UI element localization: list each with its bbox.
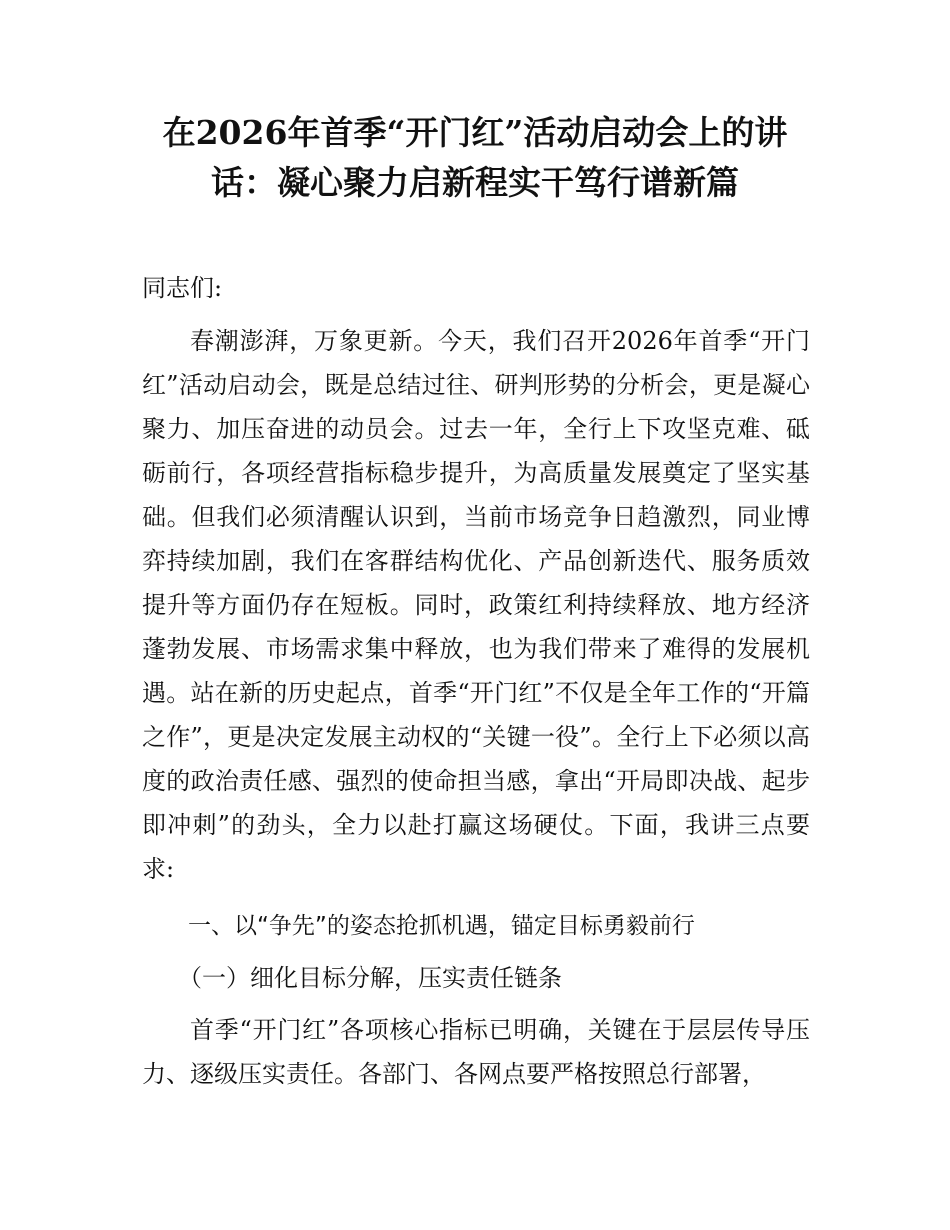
subsection-paragraph: 首季“开门红”各项核心指标已明确，关键在于层层传导压力、逐级压实责任。各部门、各网点要严格按照总行部署，	[142, 1016, 810, 1088]
document-body	[142, 266, 810, 1096]
section-heading: 一、以“争先”的姿态抢抓机遇，锚定目标勇毅前行	[188, 913, 695, 939]
subsection-heading: （一）细化目标分解，压实责任链条	[178, 964, 562, 992]
document-title: 在2026年首季“开门红”活动启动会上的讲话：凝心聚力启新程实干笃行谱新篇	[162, 113, 788, 202]
salutation: 同志们:	[142, 274, 223, 302]
intro-paragraph: 春潮澎湃，万象更新。今天，我们召开2026年首季“开门红”活动启动会，既是总结过往、研判形势的分析会，更是凝心聚力、加压奋进的动员会。过去一年，全行上下攻坚克难、砥砺前行，各项经营指标稳步提升，为高质量发展奠定了坚实基础。但我们必须清醒认识到，当前市场竞争日趋激烈，同业博弈持续加剧，我们在客群结构优化、产品创新迭代、服务质效提升等方面仍存在短板。同时，政策红利持续释放、地方经济蓬勃发展、市场需求集中释放，也为我们带来了难得的发展机遇。站在新的历史起点，首季“开门红”不仅是全年工作的“开篇之作”，更是决定发展主动权的“关键一役”。全行上下必须以高度的政治责任感、强烈的使命担当感，拿出“开局即决战、起步即冲刺”的劲头，全力以赴打赢这场硬仗。下面，我讲三点要求:	[142, 327, 810, 883]
